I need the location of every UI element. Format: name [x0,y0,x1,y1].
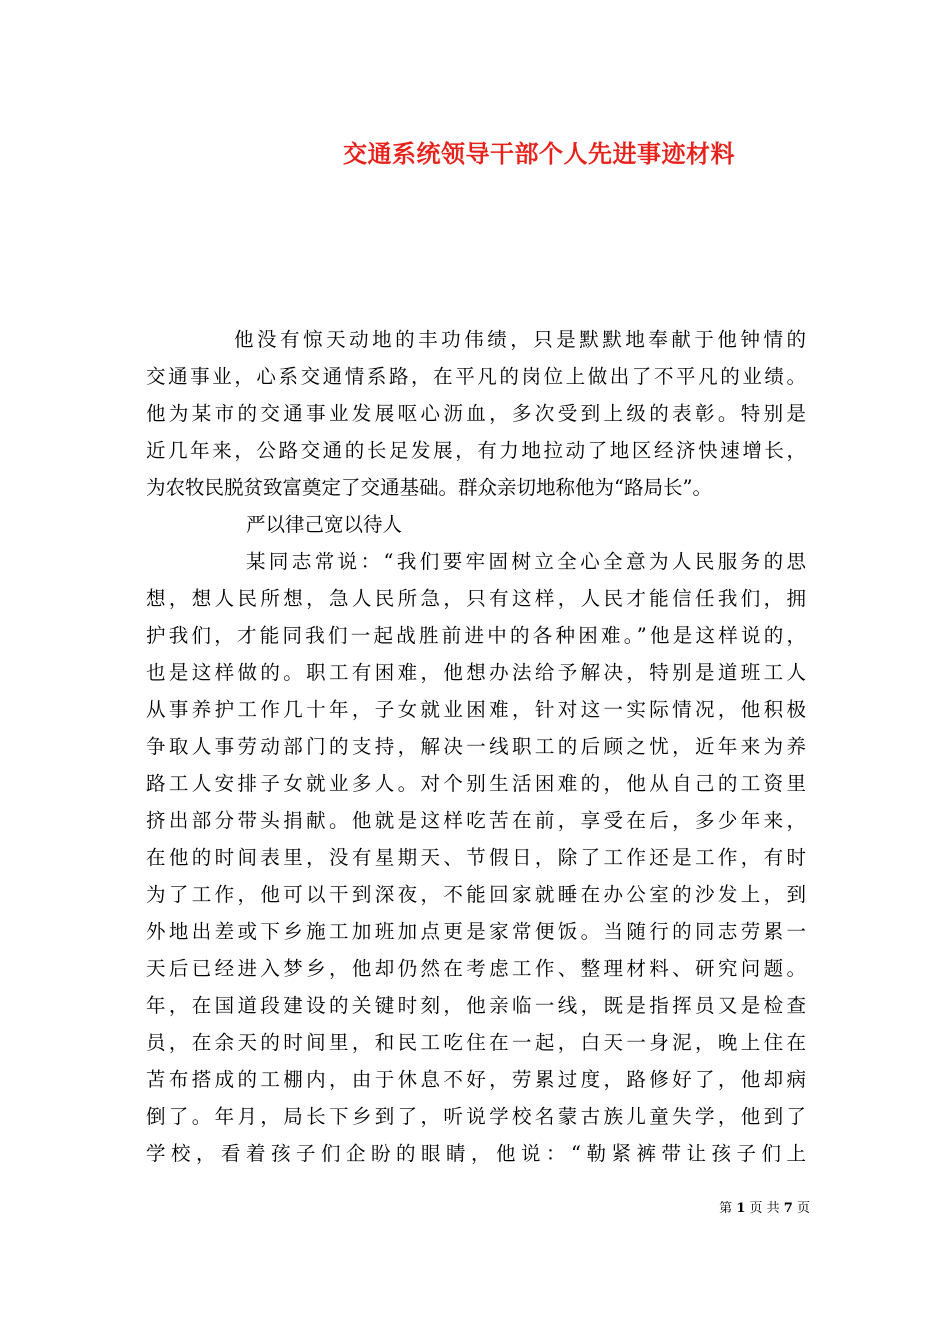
body-line-18: 天后已经进入梦乡，他却仍然在考虑工作、整理材料、研究问题。 [146,957,806,980]
document-title: 交通系统领导干部个人先进事迹材料 [343,139,735,168]
body-line-19: 年，在国道段建设的关键时刻，他亲临一线，既是指挥员又是检查 [146,994,806,1017]
footer-middle: 页 共 [749,1201,780,1216]
section-heading: 严以律己宽以待人 [246,513,403,536]
body-line-13: 路工人安排子女就业多人。对个别生活困难的，他从自己的工资里 [146,772,806,795]
page-footer [700,1200,810,1218]
body-line-8: 想，想人民所想，急人民所急，只有这样，人民才能信任我们，拥 [146,587,806,610]
body-line-10: 也是这样做的。职工有困难，他想办法给予解决，特别是道班工人 [146,661,806,684]
body-line-15: 在他的时间表里，没有星期天、节假日，除了工作还是工作，有时 [146,846,806,869]
body-line-17: 外地出差或下乡施工加班加点更是家常便饭。当随行的同志劳累一 [146,920,806,943]
footer-total-pages: 7 [783,1201,793,1216]
body-line-20: 员，在余天的时间里，和民工吃住在一起，白天一身泥，晚上住在 [146,1031,806,1054]
body-line-1: 他没有惊天动地的丰功伟绩，只是默默地奉献于他钟情的 [234,328,806,351]
body-line-4: 近几年来，公路交通的长足发展，有力地拉动了地区经济快速增长， [146,439,806,462]
footer-prefix: 第 [719,1201,733,1216]
body-line-7: 某同志常说：“我们要牢固树立全心全意为人民服务的思 [246,550,806,573]
body-line-21: 苫布搭成的工棚内，由于休息不好，劳累过度，路修好了，他却病 [146,1068,806,1091]
body-line-5: 为农牧民脱贫致富奠定了交通基础。群众亲切地称他为“路局长”。 [146,476,712,499]
body-line-23: 学校，看着孩子们企盼的眼睛，他说：“勒紧裤带让孩子们上 [146,1142,806,1165]
footer-current-page: 1 [736,1201,746,1216]
body-line-22: 倒了。年月，局长下乡到了，听说学校名蒙古族儿童失学，他到了 [146,1105,806,1128]
body-line-14: 挤出部分带头捐献。他就是这样吃苦在前，享受在后，多少年来， [146,809,806,832]
body-line-11: 从事养护工作几十年，子女就业困难，针对这一实际情况，他积极 [146,698,806,721]
body-line-2: 交通事业，心系交通情系路，在平凡的岗位上做出了不平凡的业绩。 [146,365,806,388]
footer-suffix: 页 [796,1201,810,1216]
body-line-12: 争取人事劳动部门的支持，解决一线职工的后顾之忧，近年来为养 [146,735,806,758]
body-line-3: 他为某市的交通事业发展呕心沥血，多次受到上级的表彰。特别是 [146,402,806,425]
body-line-9: 护我们，才能同我们一起战胜前进中的各种困难。”他是这样说的， [146,624,806,647]
body-line-16: 为了工作，他可以干到深夜，不能回家就睡在办公室的沙发上，到 [146,883,806,906]
